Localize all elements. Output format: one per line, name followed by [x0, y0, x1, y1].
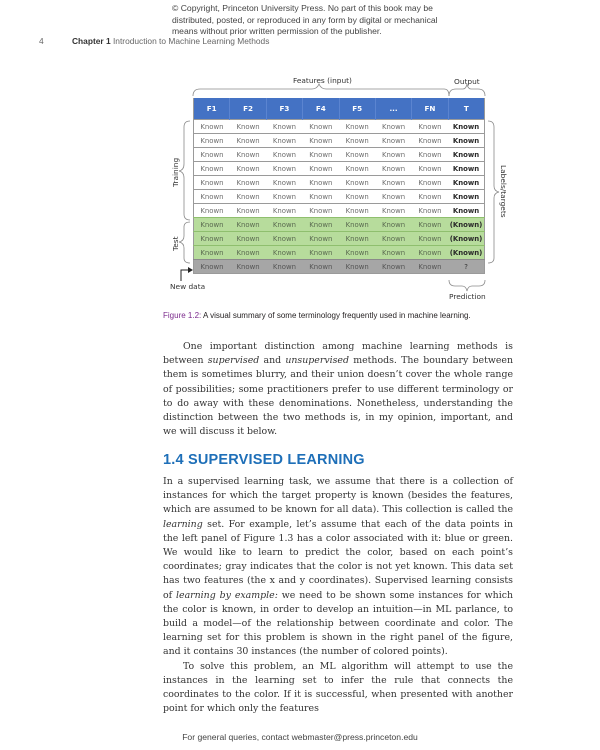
cell: Known — [375, 260, 411, 274]
page-number: 4 — [39, 36, 44, 46]
cell: Known — [339, 134, 375, 148]
cell: Known — [230, 120, 266, 134]
test-row — [194, 218, 485, 232]
test-row — [194, 232, 485, 246]
target-cell: (Known) — [448, 218, 484, 232]
cell: Known — [230, 176, 266, 190]
cell: Known — [266, 246, 302, 260]
cell: Known — [412, 246, 448, 260]
cell: Known — [339, 260, 375, 274]
text-run: One important distinction among machine learning methods is between — [163, 341, 513, 367]
cell: Known — [375, 134, 411, 148]
cell: Known — [230, 190, 266, 204]
cell: Known — [339, 148, 375, 162]
cell: Known — [303, 148, 339, 162]
paragraph-1 — [163, 340, 513, 439]
column-header: T — [448, 98, 484, 120]
cell: Known — [194, 204, 230, 218]
cell: Known — [194, 148, 230, 162]
new-data-label: New data — [170, 282, 206, 291]
cell: Known — [375, 162, 411, 176]
column-header: F4 — [303, 98, 339, 120]
cell: Known — [375, 148, 411, 162]
cell: Known — [194, 134, 230, 148]
cell: Known — [412, 190, 448, 204]
test-label: Test — [171, 236, 180, 251]
cell: Known — [339, 176, 375, 190]
cell: Known — [266, 190, 302, 204]
emphasis: learning by example: — [176, 589, 278, 601]
cell: Known — [303, 162, 339, 176]
cell: Known — [339, 218, 375, 232]
text-run: set. For example, let’s assume that each of the data points in the left panel of Figure 1.3 has a color associated with it: blue or green. We would like to learn to predict the color, based on each point’s coordinates; gray indicates that the color is not yet known. This data set has two features (the x and y coordinates). Supervised learning consists of — [163, 518, 513, 601]
copyright-line: distributed, posted, or reproduced in any form by digital or mechanical — [172, 14, 438, 25]
training-row — [194, 204, 485, 218]
figure-number: Figure 1.2: — [163, 311, 202, 320]
training-row — [194, 120, 485, 134]
cell: Known — [375, 246, 411, 260]
cell: Known — [375, 190, 411, 204]
output-label: Output — [454, 77, 480, 86]
cell: Known — [230, 218, 266, 232]
cell: Known — [375, 120, 411, 134]
cell: Known — [303, 218, 339, 232]
prediction-cell: ? — [448, 260, 484, 274]
labels-brace-icon — [488, 121, 499, 263]
cell: Known — [412, 148, 448, 162]
target-cell: Known — [448, 162, 484, 176]
emphasis: unsupervised — [285, 355, 349, 367]
text-run: In a supervised learning task, we assume that there is a collection of instances for which the target property is known (besides the features, which are assumed to be known for all data). This collection is called the — [163, 476, 513, 516]
cell: Known — [339, 204, 375, 218]
section-heading: 1.4 SUPERVISED LEARNING — [163, 452, 365, 468]
target-cell: Known — [448, 190, 484, 204]
cell: Known — [230, 260, 266, 274]
emphasis: supervised — [207, 355, 260, 367]
cell: Known — [266, 176, 302, 190]
cell: Known — [339, 190, 375, 204]
cell: Known — [412, 218, 448, 232]
cell: Known — [412, 204, 448, 218]
cell: Known — [194, 162, 230, 176]
cell: Known — [303, 204, 339, 218]
footer-contact: For general queries, contact webmaster@press.princeton.edu — [182, 732, 418, 742]
training-row — [194, 190, 485, 204]
table-header-row — [194, 98, 485, 120]
cell: Known — [375, 232, 411, 246]
column-header: F3 — [266, 98, 302, 120]
column-header: FN — [412, 98, 448, 120]
column-header: ... — [375, 98, 411, 120]
cell: Known — [194, 246, 230, 260]
cell: Known — [230, 134, 266, 148]
cell: Known — [303, 134, 339, 148]
cell: Known — [230, 232, 266, 246]
cell: Known — [266, 260, 302, 274]
cell: Known — [375, 204, 411, 218]
target-cell: Known — [448, 134, 484, 148]
prediction-label: Prediction — [449, 292, 486, 301]
training-row — [194, 176, 485, 190]
chapter-title: Introduction to Machine Learning Methods — [112, 36, 270, 46]
target-cell: Known — [448, 176, 484, 190]
cell: Known — [412, 134, 448, 148]
figure-caption — [163, 311, 471, 320]
cell: Known — [303, 246, 339, 260]
target-cell: Known — [448, 204, 484, 218]
target-cell: Known — [448, 120, 484, 134]
cell: Known — [194, 120, 230, 134]
cell: Known — [412, 120, 448, 134]
prediction-brace-icon — [449, 280, 485, 291]
cell: Known — [266, 232, 302, 246]
cell: Known — [339, 120, 375, 134]
training-row — [194, 162, 485, 176]
paragraph-2 — [163, 475, 513, 716]
cell: Known — [194, 260, 230, 274]
target-cell: (Known) — [448, 232, 484, 246]
new-data-arrow-icon — [181, 267, 193, 281]
cell: Known — [194, 190, 230, 204]
features-label: Features (input) — [293, 76, 352, 85]
cell: Known — [266, 218, 302, 232]
training-label: Training — [171, 157, 180, 187]
cell: Known — [230, 246, 266, 260]
cell: Known — [266, 120, 302, 134]
test-row — [194, 246, 485, 260]
training-row — [194, 148, 485, 162]
cell: Known — [194, 232, 230, 246]
cell: Known — [303, 260, 339, 274]
figure-1-2 — [0, 0, 600, 300]
training-brace-icon — [179, 121, 190, 220]
cell: Known — [303, 120, 339, 134]
text-run: and — [259, 355, 286, 367]
cell: Known — [412, 260, 448, 274]
cell: Known — [303, 190, 339, 204]
column-header: F5 — [339, 98, 375, 120]
cell: Known — [194, 218, 230, 232]
target-cell: (Known) — [448, 246, 484, 260]
cell: Known — [412, 162, 448, 176]
cell: Known — [266, 148, 302, 162]
cell: Known — [412, 176, 448, 190]
cell: Known — [230, 204, 266, 218]
emphasis: learning — [163, 518, 203, 530]
cell: Known — [266, 204, 302, 218]
text-run: methods. The boundary between them is sometimes blurry, and their union doesn’t cover the whole range of possibilities; some practitioners prefer to use different terminology or to do away with these denominations. Nonetheless, understanding the distinction between the two methods is, in my opinion, important, and we will discuss it below. — [163, 355, 513, 438]
text-run: we need to be shown some instances for which the color is known, in order to develop an intuition—in ML parlance, to build a model—of the relationship between coordinate and color. The learning set for this problem is shown in the right panel of the figure, and it contains 30 instances (the number of colored points). — [163, 589, 513, 658]
cell: Known — [339, 232, 375, 246]
cell: Known — [412, 232, 448, 246]
features-brace-icon — [193, 84, 449, 96]
cell: Known — [339, 246, 375, 260]
cell: Known — [303, 232, 339, 246]
column-header: F1 — [194, 98, 230, 120]
cell: Known — [230, 162, 266, 176]
copyright-line: © Copyright, Princeton University Press. No part of this book may be — [172, 3, 433, 13]
training-row — [194, 134, 485, 148]
terminology-table — [193, 98, 485, 274]
target-cell: Known — [448, 148, 484, 162]
cell: Known — [194, 176, 230, 190]
labels-targets-label: Labels/targets — [499, 165, 508, 218]
chapter-label: Chapter 1 — [72, 36, 111, 46]
cell: Known — [266, 134, 302, 148]
test-brace-icon — [179, 222, 190, 263]
copyright-line: means without prior written permission of the publisher. — [172, 26, 382, 36]
cell: Known — [375, 218, 411, 232]
new-data-row — [194, 260, 485, 274]
cell: Known — [339, 162, 375, 176]
column-header: F2 — [230, 98, 266, 120]
cell: Known — [230, 148, 266, 162]
cell: Known — [303, 176, 339, 190]
cell: Known — [375, 176, 411, 190]
cell: Known — [266, 162, 302, 176]
caption-text: A visual summary of some terminology frequently used in machine learning. — [201, 311, 471, 320]
paragraph-3: To solve this problem, an ML algorithm will attempt to use the instances in the learning set to infer the rule that connects the coordinates to the color. If it is successful, when presented with another point for which only the features — [163, 660, 513, 715]
